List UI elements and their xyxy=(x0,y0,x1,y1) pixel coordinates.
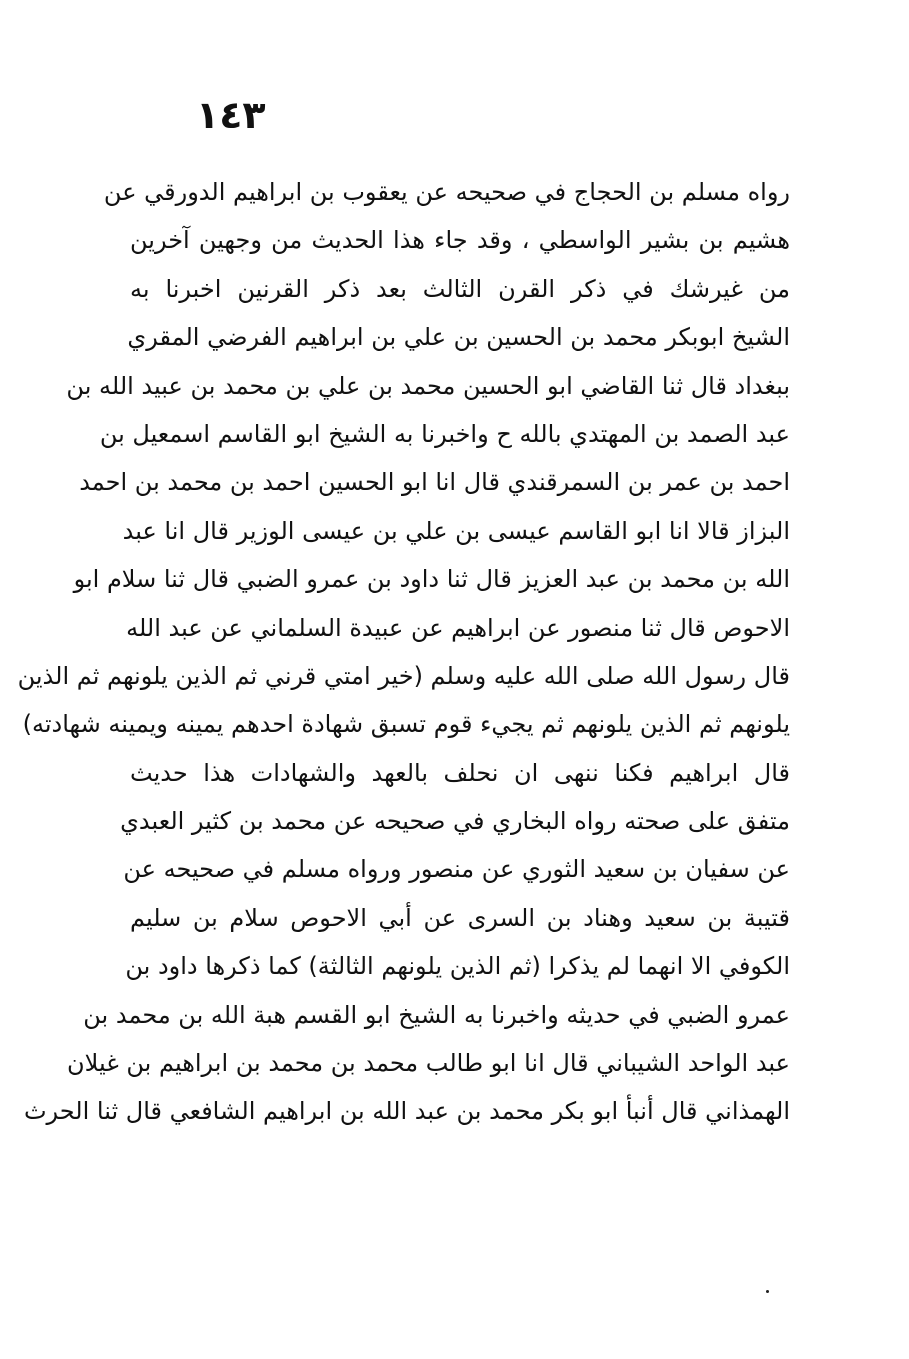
ink-speck xyxy=(766,1290,769,1293)
text-line: عبد الواحد الشيباني قال انا ابو طالب محمد بن محمد بن ابراهيم بن غيلان xyxy=(67,1049,790,1078)
body-text xyxy=(17,168,790,1136)
text-line: الشيخ ابوبكر محمد بن الحسين بن علي بن ابراهيم الفرضي المقري xyxy=(127,323,790,352)
text-line: يلونهم ثم الذين يلونهم ثم يجيء قوم تسبق شهادة احدهم يمينه ويمينه شهادته) xyxy=(22,710,790,739)
text-line: الكوفي الا انهما لم يذكرا (ثم الذين يلونهم الثالثة) كما ذكرها داود بن xyxy=(125,952,790,981)
text-line: الله بن محمد بن عبد العزيز قال ثنا داود بن عمرو الضبي قال ثنا سلام ابو xyxy=(73,565,790,594)
text-line: قال ابراهيم فكنا ننهى ان نحلف بالعهد والشهادات هذا حديث xyxy=(130,758,790,787)
text-line: متفق على صحته رواه البخاري في صحيحه عن محمد بن كثير العبدي xyxy=(120,807,790,836)
page-number: ١٤٣ xyxy=(196,93,266,137)
text-line: احمد بن عمر بن السمرقندي قال انا ابو الحسين احمد بن محمد بن احمد xyxy=(79,468,790,497)
text-line: عن سفيان بن سعيد الثوري عن منصور ورواه مسلم في صحيحه عن xyxy=(123,855,790,884)
text-line: هشيم بن بشير الواسطي ، وقد جاء هذا الحديث من وجهين آخرين xyxy=(130,226,790,255)
text-line: عمرو الضبي في حديثه واخبرنا به الشيخ ابو القسم هبة الله بن محمد بن xyxy=(83,1000,790,1029)
text-line: البزاز قالا انا ابو القاسم عيسى بن علي بن عيسى الوزير قال انا عبد xyxy=(122,516,790,545)
text-line: عبد الصمد بن المهتدي بالله ح واخبرنا به الشيخ ابو القاسم اسمعيل بن xyxy=(99,419,790,448)
text-line: الاحوص قال ثنا منصور عن ابراهيم عن عبيدة السلماني عن عبد الله xyxy=(126,613,790,642)
text-line: قال رسول الله صلى الله عليه وسلم (خير امتي قرني ثم الذين يلونهم ثم الذين xyxy=(17,661,790,690)
text-line: من غيرشك في ذكر القرن الثالث بعد ذكر القرنين اخبرنا به xyxy=(130,274,790,303)
text-line: ببغداد قال ثنا القاضي ابو الحسين محمد بن علي بن محمد بن عبيد الله بن xyxy=(66,371,790,400)
text-line: الهمذاني قال أنبأ ابو بكر محمد بن عبد الله بن ابراهيم الشافعي قال ثنا الحرث xyxy=(23,1097,790,1126)
text-line: قتيبة بن سعيد وهناد بن السرى عن أبي الاحوص سلام بن سليم xyxy=(130,903,790,932)
text-line: رواه مسلم بن الحجاج في صحيحه عن يعقوب بن ابراهيم الدورقي عن xyxy=(103,178,790,206)
